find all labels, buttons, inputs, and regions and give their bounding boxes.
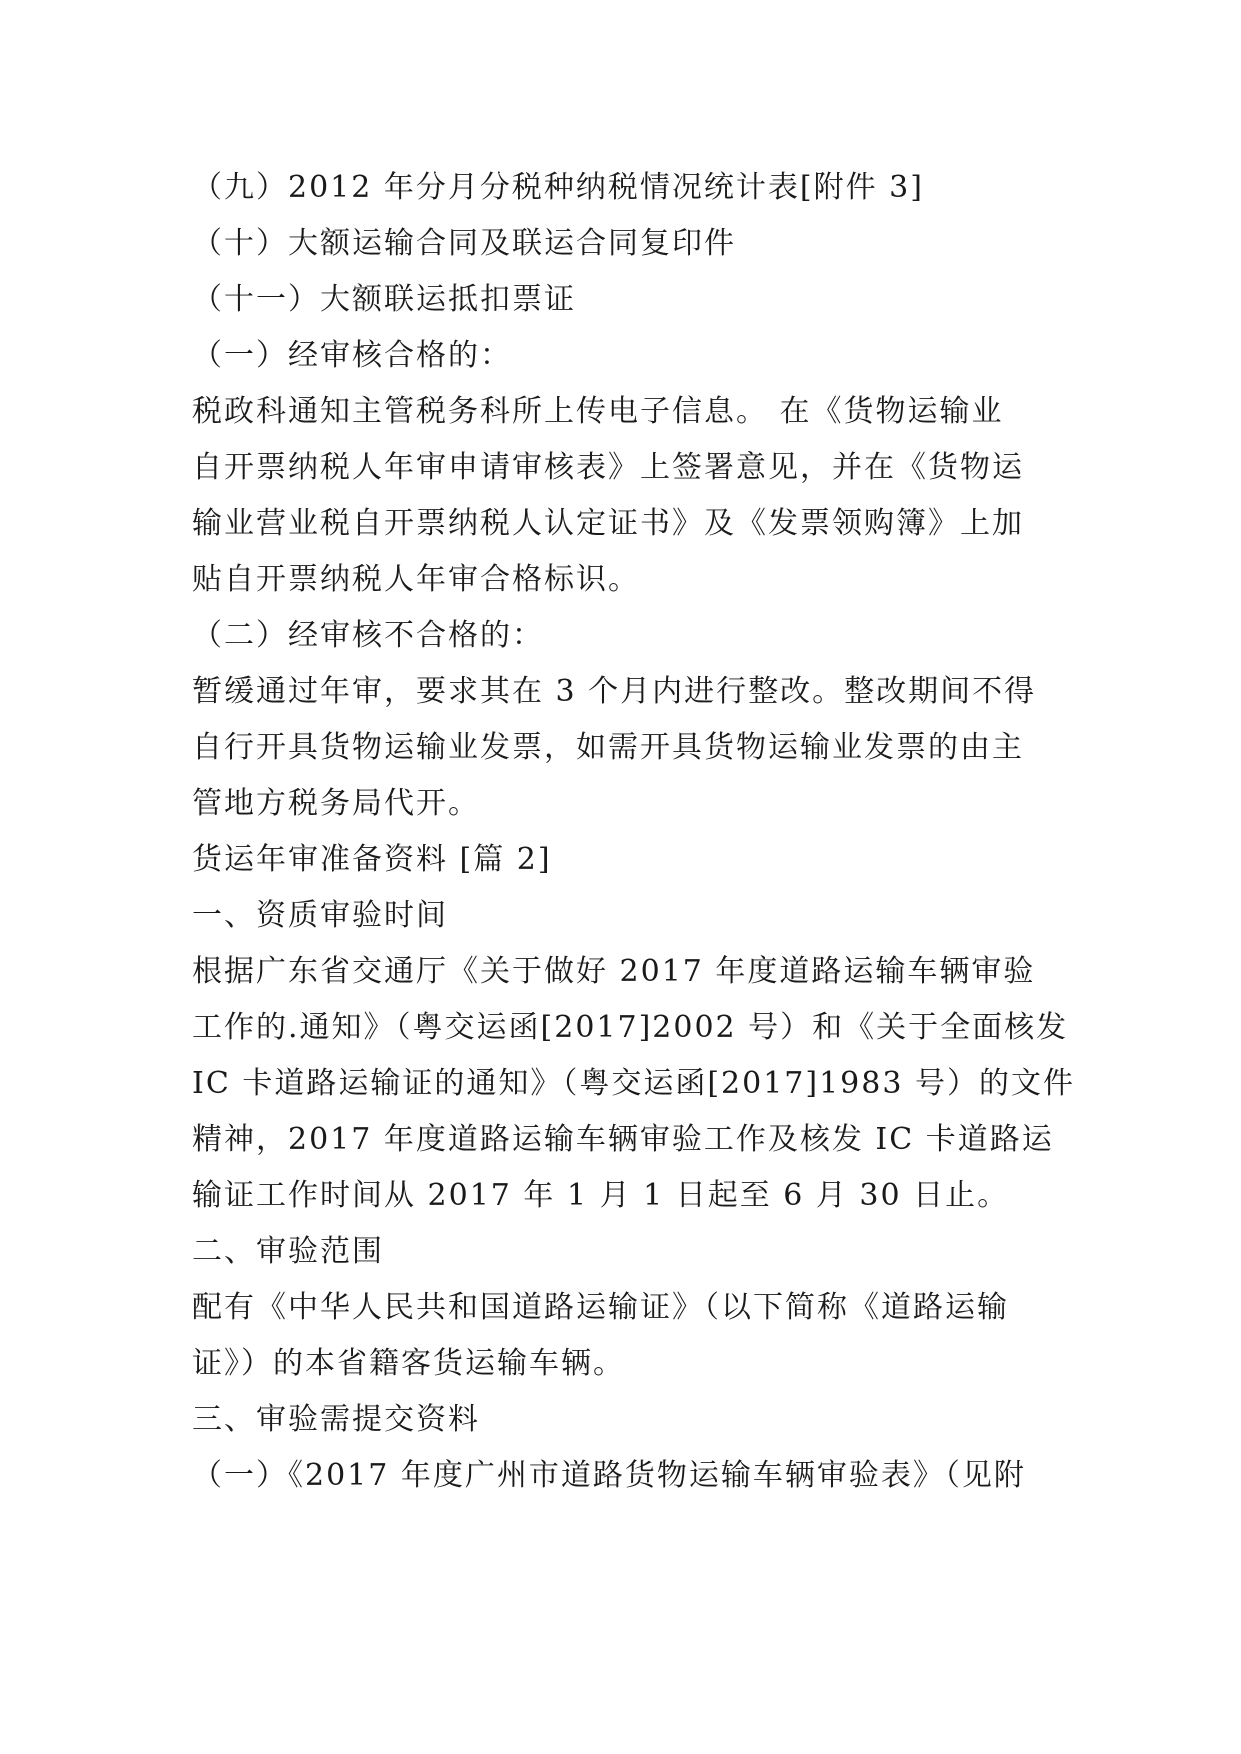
paragraph-line: 输业营业税自开票纳税人认定证书》及《发票领购簿》上加 xyxy=(192,506,1024,541)
section-heading-rejected: （二）经审核不合格的： xyxy=(192,618,544,653)
list-item-attachment-9: （九）2012 年分月分税种纳税情况统计表[附件 3] xyxy=(192,170,924,205)
section-heading-required-materials: 三、审验需提交资料 xyxy=(192,1402,480,1437)
paragraph-line: 工作的.通知》（粤交运函[2017]2002 号）和《关于全面核发 xyxy=(192,1010,1069,1045)
paragraph-line: 贴自开票纳税人年审合格标识。 xyxy=(192,562,640,597)
paragraph-line: 管地方税务局代开。 xyxy=(192,786,480,821)
paragraph-line: 自开票纳税人年审申请审核表》上签署意见，并在《货物运 xyxy=(192,450,1024,485)
list-item-attachment-11: （十一）大额联运抵扣票证 xyxy=(192,282,576,317)
paragraph-line: 输证工作时间从 2017 年 1 月 1 日起至 6 月 30 日止。 xyxy=(192,1178,1010,1213)
section-heading-review-time: 一、资质审验时间 xyxy=(192,898,448,933)
paragraph-line: 暂缓通过年审，要求其在 3 个月内进行整改。整改期间不得 xyxy=(192,674,1037,709)
paragraph-line: 税政科通知主管税务科所上传电子信息。 在《货物运输业 xyxy=(192,394,1004,429)
paragraph-line: 精神，2017 年度道路运输车辆审验工作及核发 IC 卡道路运 xyxy=(192,1122,1054,1157)
paragraph-line: 根据广东省交通厅《关于做好 2017 年度道路运输车辆审验 xyxy=(192,954,1036,989)
paragraph-line: 自行开具货物运输业发票，如需开具货物运输业发票的由主 xyxy=(192,730,1024,765)
paragraph-line: IC 卡道路运输证的通知》（粤交运函[2017]1983 号）的文件 xyxy=(192,1066,1075,1101)
list-item-attachment-10: （十）大额运输合同及联运合同复印件 xyxy=(192,226,736,261)
paragraph-line: 配有《中华人民共和国道路运输证》（以下简称《道路运输 xyxy=(192,1290,1009,1325)
section-heading-approved: （一）经审核合格的： xyxy=(192,338,512,373)
paragraph-line: 证》）的本省籍客货运输车辆。 xyxy=(192,1346,625,1381)
section-heading-review-scope: 二、审验范围 xyxy=(192,1234,384,1269)
list-item-material-1: （一）《2017 年度广州市道路货物运输车辆审验表》（见附 xyxy=(192,1458,1026,1493)
article-title: 货运年审准备资料 [篇 2] xyxy=(192,842,552,877)
